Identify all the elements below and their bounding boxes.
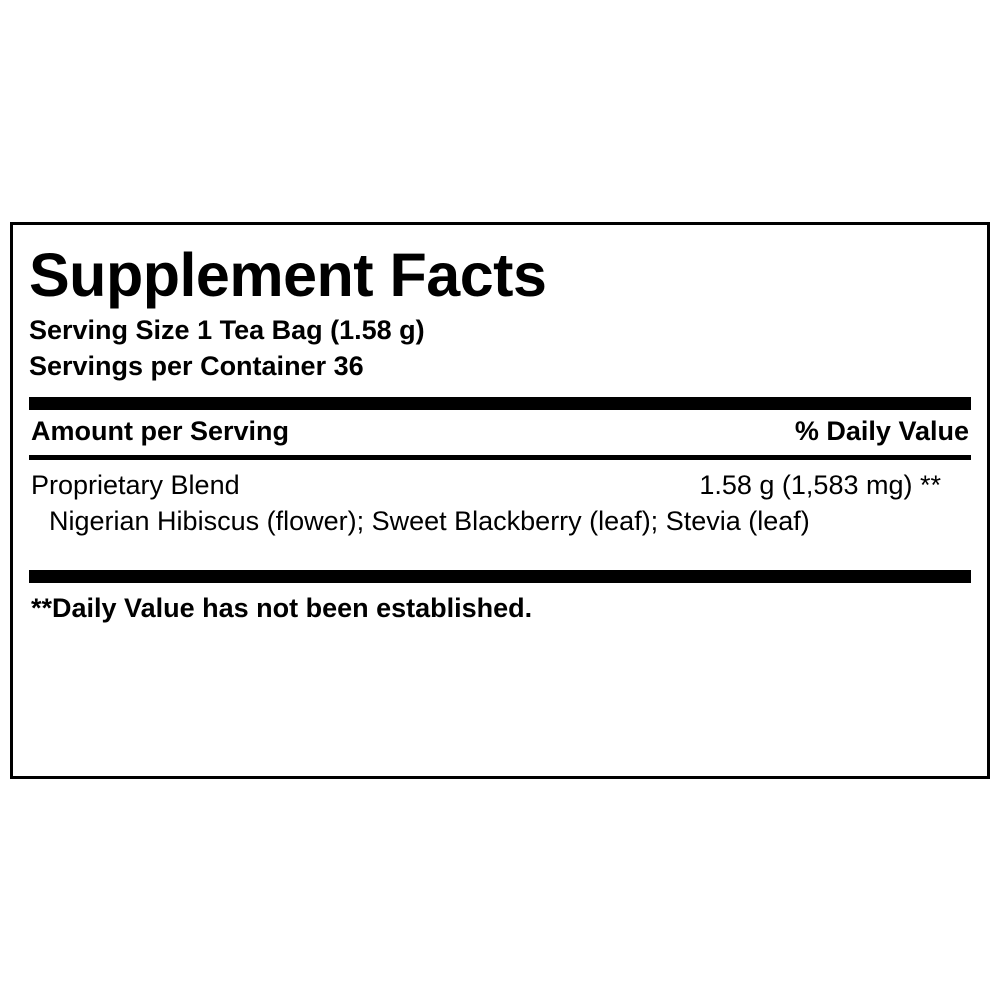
table-row: [29, 460, 971, 501]
page-title: Supplement Facts: [29, 241, 547, 309]
nutrient-amount: 1.58 g (1,583 mg) **: [699, 469, 941, 500]
servings-per-container-text: Servings per Container 36: [29, 350, 364, 381]
divider-thick-bottom: [29, 570, 971, 583]
table-header-row: [29, 410, 971, 455]
supplement-facts-content: [13, 225, 987, 624]
nutrient-name: Proprietary Blend: [31, 469, 240, 500]
serving-size-text: Serving Size 1 Tea Bag (1.58 g): [29, 315, 425, 346]
daily-value-footnote: **Daily Value has not been established.: [31, 593, 533, 624]
amount-per-serving-header: Amount per Serving: [31, 415, 290, 446]
daily-value-header: % Daily Value: [794, 415, 969, 446]
supplement-facts-panel: [10, 222, 990, 779]
ingredients-text: Nigerian Hibiscus (flower); Sweet Blackberry (leaf); Stevia (leaf): [49, 505, 810, 536]
spacer-above-bottom-rule: [29, 540, 971, 558]
divider-thick-top: [29, 397, 971, 410]
